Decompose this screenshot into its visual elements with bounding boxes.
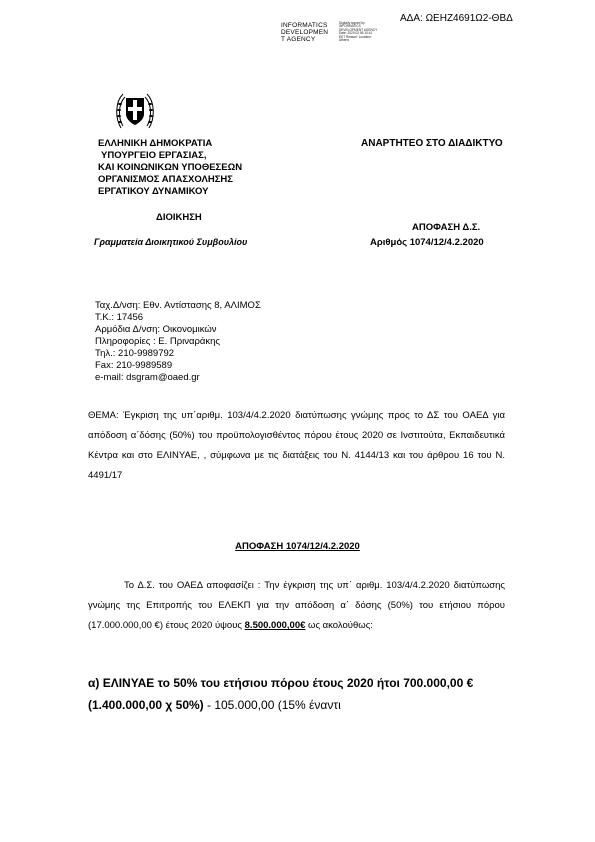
allocation-item-a-bold: α) ΕΛΙΝΥΑΕ το 50% του ετήσιου πόρου έτους 2020 ήτοι 700.000,00 € (1.400.000,00 χ 50%) [88, 676, 474, 712]
ada-code: ΑΔΑ: ΩΕΗΖ4691Ω2-ΘΒΔ [400, 13, 513, 24]
decision-body [88, 576, 505, 636]
allocation-item-a [88, 672, 508, 716]
signature-agency-line: INFORMATICS [281, 22, 328, 29]
allocation-item-a-rest: - 105.000,00 (15% έναντι [203, 698, 341, 712]
org-line: ΟΡΓΑΝΙΣΜΟΣ ΑΠΑΣΧΟΛΗΣΗΣ [98, 174, 233, 185]
digital-signature-stamp: Digitally signed by INFORMATICS DEVELOPMENT AGENCY Date: 2020.02.06 10:41 EET Reason: Location: Athens [339, 21, 378, 43]
decision-label: ΑΠΟΦΑΣΗ Δ.Σ. [412, 222, 481, 233]
contact-email: e-mail: dsgram@oaed.gr [95, 372, 200, 383]
org-line: ΕΛΛΗΝΙΚΗ ΔΗΜΟΚΡΑΤΙΑ [98, 138, 213, 149]
body-text: Το Δ.Σ. του ΟΑΕΔ αποφασίζει : Την έγκριση της υπ΄ αριθμ. 103/4/4.2.2020 διατύπωσης γνώμης της Επιτροπής του ΕΛΕΚΠ για την απόδοση α΄ δόσης (50%) του ετήσιου πόρου (17.000.000,00 €) έτους 2020 ύψους [88, 580, 505, 631]
board-secretariat-label: Γραμματεία Διοικητικού Συμβουλίου [94, 237, 248, 247]
contact-line: Ταχ.Δ/νση: Εθν. Αντίστασης 8, ΑΛΙΜΟΣ [95, 300, 261, 311]
body-amount: 8.500.000,00€ [244, 620, 306, 631]
greek-coat-of-arms-icon [113, 88, 157, 132]
organization-header [98, 138, 242, 198]
contact-line: Τ.Κ.: 17456 [95, 312, 144, 323]
contact-line: Αρμόδια Δ/νση: Οικονομικών [95, 324, 217, 335]
decision-heading: ΑΠΟΦΑΣΗ 1074/12/4.2.2020 [235, 541, 360, 552]
signature-agency-label [281, 22, 328, 43]
body-text-end: ως ακολούθως: [305, 620, 373, 631]
org-line: ΥΠΟΥΡΓΕΙΟ ΕΡΓΑΣΙΑΣ, [101, 150, 207, 161]
signature-agency-line: T AGENCY [281, 36, 316, 43]
org-line: ΕΡΓΑΤΙΚΟΥ ΔΥΝΑΜΙΚΟΥ [98, 186, 209, 197]
subject-paragraph: ΘΕΜΑ: Έγκριση της υπ΄αριθμ. 103/4/4.2.2020 διατύπωσης γνώμης προς το ΔΣ του ΟΑΕΔ για απόδοση α΄δόσης (50%) του προϋπολογισθέντος πόρου έτους 2020 σε Ινστιτούτα, Εκπαιδευτικά Κέντρα και στο ΕΛΙΝΥΑΕ, , σύμφωνα με τις διατάξεις του Ν. 4144/13 και του άρθρου 16 του Ν. 4491/17 [88, 410, 505, 481]
contact-line: Τηλ.: 210-9989792 [95, 348, 175, 359]
publish-online-notice: ΑΝΑΡΤΗΤΕΟ ΣΤΟ ΔΙΑΔΙΚΤΥΟ [361, 138, 503, 149]
administration-label: ΔΙΟΙΚΗΣΗ [156, 212, 202, 223]
decision-number: Αριθμός 1074/12/4.2.2020 [370, 237, 484, 248]
org-line: ΚΑΙ ΚΟΙΝΩΝΙΚΩΝ ΥΠΟΘΕΣΕΩΝ [98, 162, 243, 173]
signature-agency-line: DEVELOPMEN [281, 29, 329, 36]
contact-line: Fax: 210-9989589 [95, 360, 173, 371]
contact-line: Πληροφορίες : Ε. Πριναράκης [95, 336, 221, 347]
contact-details [95, 300, 261, 384]
